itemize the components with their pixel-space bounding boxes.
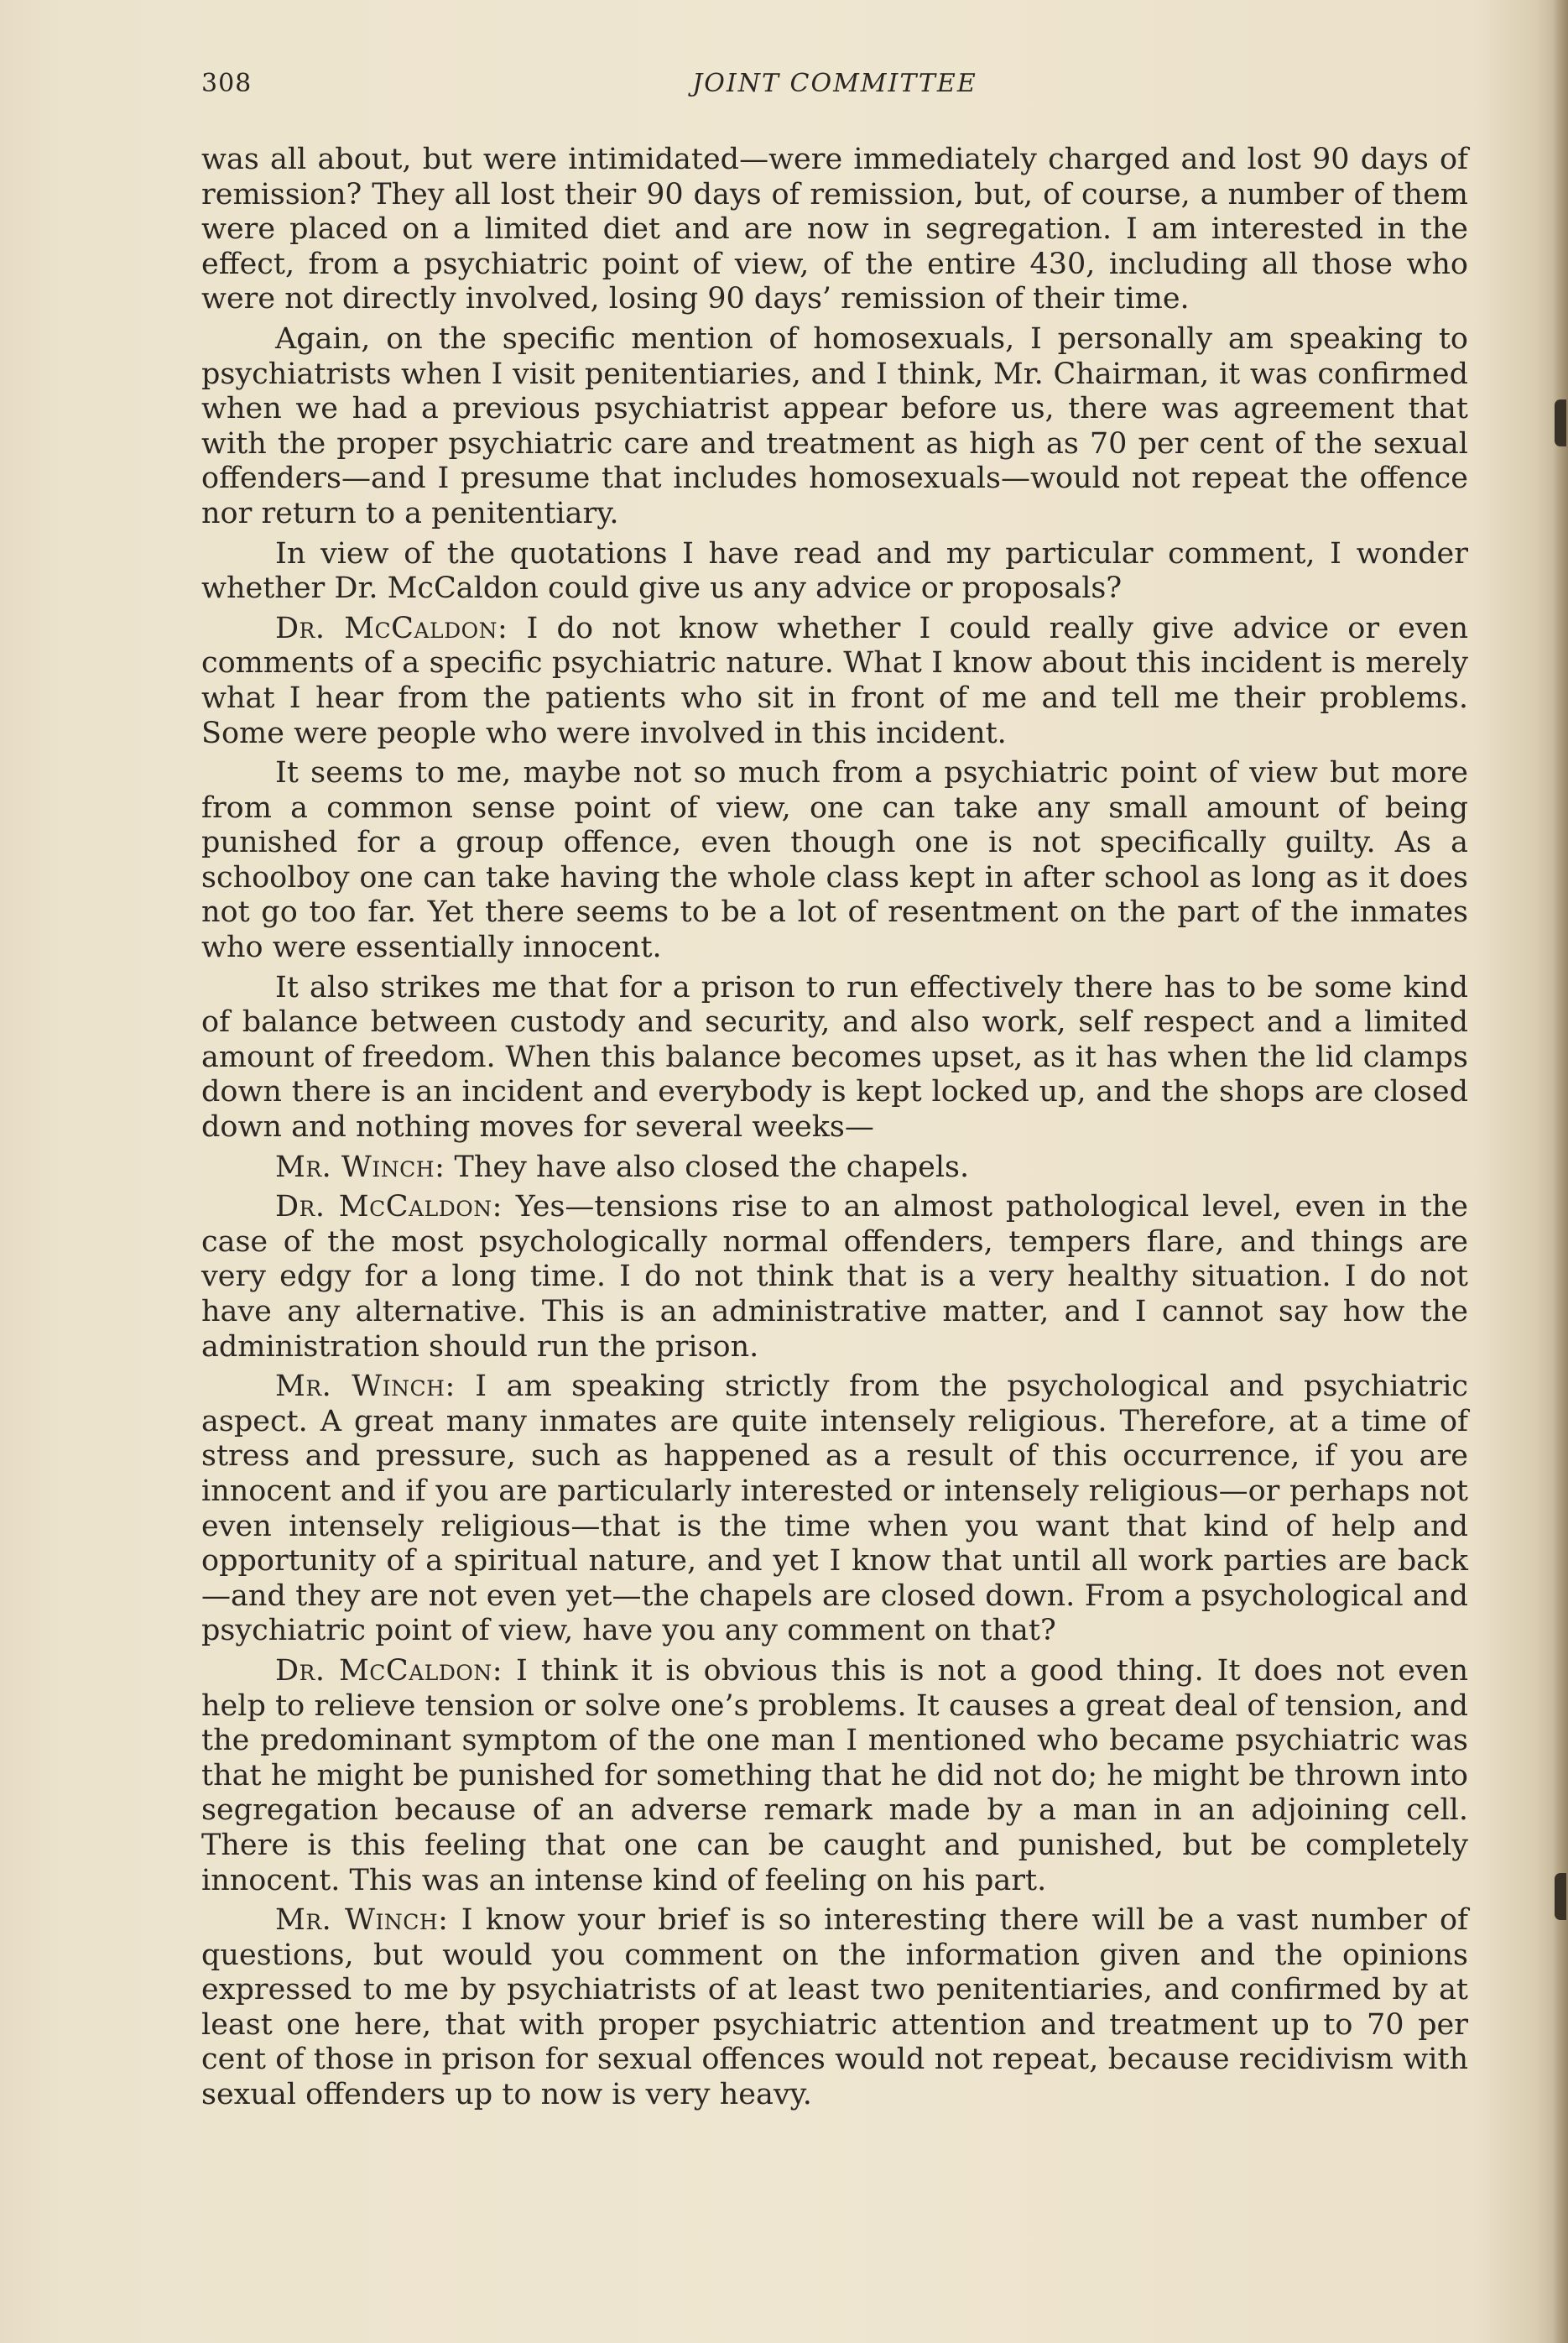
running-title: JOINT COMMITTEE [692, 69, 977, 98]
page-number: 308 [201, 69, 253, 98]
paragraph-text: They have also closed the chapels. [445, 1150, 970, 1184]
binding-clip-mark [1555, 1873, 1566, 1920]
body-text [201, 143, 1468, 2118]
speaker-name: Dr. McCaldon: [275, 1190, 503, 1224]
paragraph-text: In view of the quotations I have read and my particular comment, I wonder whether Dr. McCaldon could give us any advice or proposals? [201, 536, 1468, 606]
paragraph-text: Again, on the specific mention of homosexuals, I personally am speaking to psychiatrists when I visit penitentiaries, and I think, Mr. Chairman, it was confirmed when we had a previous psychiatrist appear before us, there was agreement that with the proper psychiatric care and treatment as high as 70 per cent of the sexual offenders—and I presume that includes homosexuals—would not repeat the offence nor return to a penitentiary. [201, 321, 1468, 530]
paragraph [201, 1370, 1468, 1649]
paragraph [201, 971, 1468, 1145]
paragraph [201, 537, 1468, 607]
speaker-name: Dr. McCaldon: [275, 1653, 503, 1688]
paragraph [201, 322, 1468, 532]
paragraph [201, 1654, 1468, 1898]
speaker-name: Mr. Winch: [275, 1370, 456, 1404]
binding-clip-mark [1555, 399, 1566, 446]
paragraph-text: It seems to me, maybe not so much from a psychiatric point of view but more from a common sense point of view, one can take any small amount of being punished for a group offence, even though one is not specifically guilty. As a schoolboy one can take having the whole class kept in after school as long as it does not go too far. Yet there seems to be a lot of resentment on the part of the inmates who were essentially innocent. [201, 756, 1468, 965]
paragraph [201, 1151, 1468, 1186]
page-header [201, 69, 1468, 102]
paragraph-text: I know your brief is so interesting there will be a vast number of questions, but would you comment on the information given and the opinions expressed to me by psychiatrists of at least two penitentiaries, and confirmed by at least one here, that with proper psychiatric attention and treatment up to 70 per cent of those in prison for sexual offences would not repeat, because recidivism with sexual offenders up to now is very heavy. [201, 1903, 1469, 2112]
paragraph [201, 143, 1468, 317]
paragraph-text: was all about, but were intimidated—were immediately charged and lost 90 days of remission? They all lost their 90 days of remission, but, of course, a number of them were placed on a limited diet and are now in segregation. I am interested in the effect, from a psychiatric point of view, of the entire 430, including all those who were not directly involved, losing 90 days’ remission of their time. [201, 143, 1468, 316]
paragraph-text: I am speaking strictly from the psychological and psychiatric aspect. A great many inmates are quite intensely religious. Therefore, at a time of stress and pressure, such as happened as a result of this occurrence, if you are innocent and if you are particularly interested or intensely religious—or perhaps not even intensely religious—that is the time when you want that kind of help and opportunity of a spiritual nature, and yet I know that until all work parties are back—and they are not even yet—the chapels are closed down. From a psychological and psychiatric point of view, have you any comment on that? [201, 1370, 1468, 1648]
paragraph [201, 1190, 1468, 1365]
page-edge-shadow [1553, 0, 1568, 2343]
speaker-name: Mr. Winch: [275, 1903, 449, 1938]
speaker-name: Mr. Winch: [275, 1150, 445, 1184]
paragraph-text: It also strikes me that for a prison to run effectively there has to be some kind of balance between custody and security, and also work, self respect and a limited amount of freedom. When this balance becomes upset, as it has when the lid clamps down there is an incident and everybody is kept locked up, and the shops are closed down and nothing moves for several weeks— [201, 970, 1468, 1145]
paragraph [201, 756, 1468, 966]
paragraph-text: I think it is obvious this is not a good thing. It does not even help to relieve tension or solve one’s problems. It causes a great deal of tension, and the predominant symptom of the one man I mentioned who became psychiatric was that he might be punished for something that he did not do; he might be thrown into segregation because of an adverse remark made by a man in an adjoining cell. There is this feeling that one can be caught and punished, but be completely innocent. This was an intense kind of feeling on his part. [201, 1653, 1468, 1897]
speaker-name: Dr. McCaldon: [275, 611, 508, 645]
paragraph-text: Yes—tensions rise to an almost pathological level, even in the case of the most psychologically normal offenders, tempers flare, and things are very edgy for a long time. I do not think that is a very healthy situation. I do not have any alternative. This is an administrative matter, and I cannot say how the administration should run the prison. [201, 1190, 1468, 1364]
paragraph [201, 1903, 1468, 2113]
paragraph-text: I do not know whether I could really give advice or even comments of a specific psychiatric nature. What I know about this incident is merely what I hear from the patients who sit in front of me and tell me their problems. Some were people who were involved in this incident. [201, 611, 1469, 750]
paragraph [201, 612, 1468, 751]
